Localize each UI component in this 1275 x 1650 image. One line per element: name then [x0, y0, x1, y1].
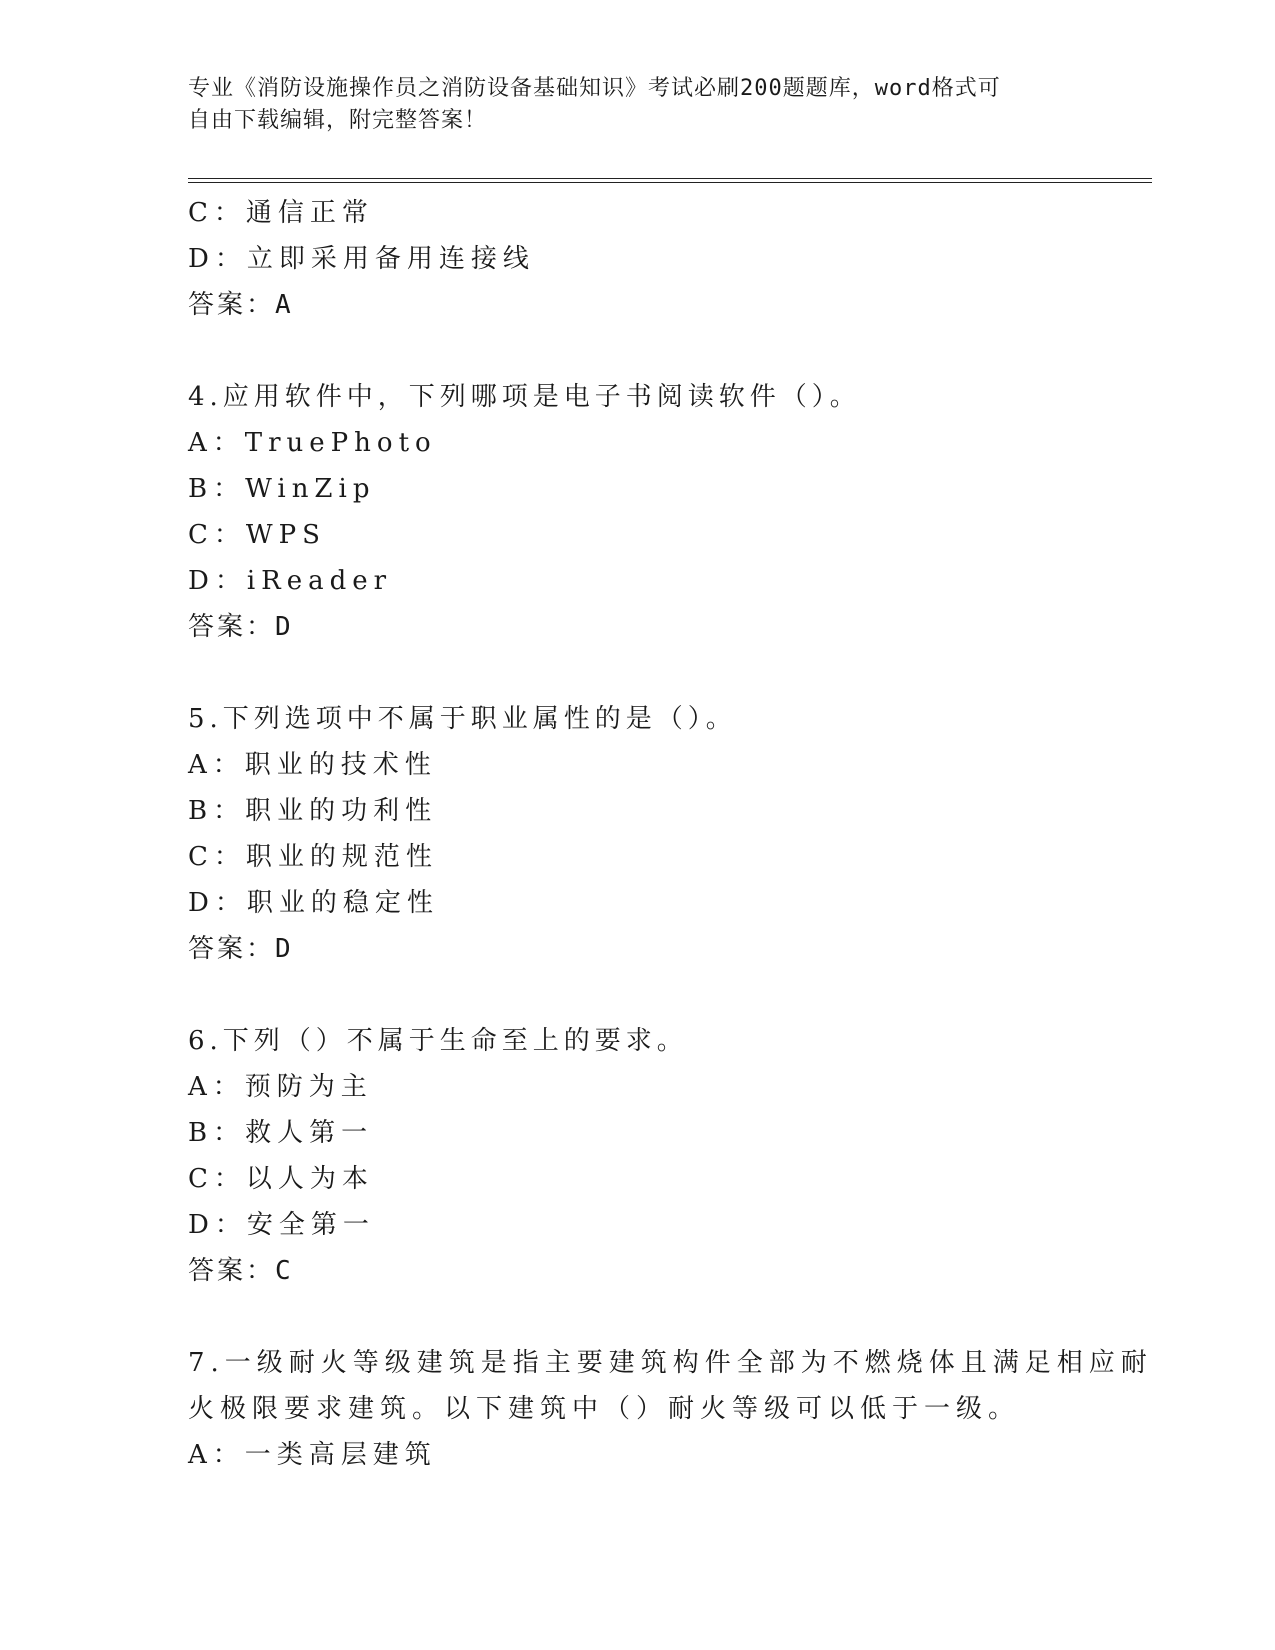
option-d: D：iReader [188, 566, 393, 596]
question-4 [188, 374, 1088, 650]
document-header [188, 73, 1088, 137]
option-b: B：WinZip [188, 474, 376, 504]
question-stem: 5.下列选项中不属于职业属性的是（）。 [188, 704, 737, 734]
option-d: D：职业的稳定性 [188, 888, 439, 918]
option-b: B：救人第一 [188, 1118, 374, 1148]
option-b: B：职业的功利性 [188, 796, 438, 826]
question-5 [188, 696, 1088, 972]
header-divider-bottom [188, 182, 1152, 183]
question-stem: 4.应用软件中，下列哪项是电子书阅读软件（）。 [188, 382, 861, 412]
question-7 [188, 1340, 1153, 1478]
answer-line: 答案：D [188, 934, 294, 964]
question-stem-line-1: 7.一级耐火等级建筑是指主要建筑构件全部为不燃烧体且满足相应耐 [188, 1348, 1153, 1378]
option-c: C：职业的规范性 [188, 842, 438, 872]
option-c: C：WPS [188, 520, 326, 550]
option-c: C：以人为本 [188, 1164, 374, 1194]
option-d: D：立即采用备用连接线 [188, 244, 535, 274]
answer-line: 答案：C [188, 1256, 294, 1286]
question-stem-line-2: 火极限要求建筑。以下建筑中（）耐火等级可以低于一级。 [188, 1394, 1021, 1424]
answer-line: 答案：D [188, 612, 294, 642]
option-c: C：通信正常 [188, 198, 374, 228]
option-a: A：职业的技术性 [188, 750, 437, 780]
question-stem: 6.下列（）不属于生命至上的要求。 [188, 1026, 688, 1056]
option-d: D：安全第一 [188, 1210, 375, 1240]
question-6 [188, 1018, 1088, 1294]
answer-line: 答案：A [188, 290, 294, 320]
question-3-tail [188, 190, 1088, 328]
option-a: A：一类高层建筑 [188, 1440, 437, 1470]
question-content [188, 190, 1153, 1478]
option-a: A：预防为主 [188, 1072, 373, 1102]
header-divider-top [188, 178, 1152, 179]
option-a: A：TruePhoto [188, 428, 437, 458]
header-line-2: 自由下载编辑，附完整答案！ [188, 108, 488, 133]
header-line-1: 专业《消防设施操作员之消防设备基础知识》考试必刷200题题库，word格式可 [188, 76, 1001, 101]
